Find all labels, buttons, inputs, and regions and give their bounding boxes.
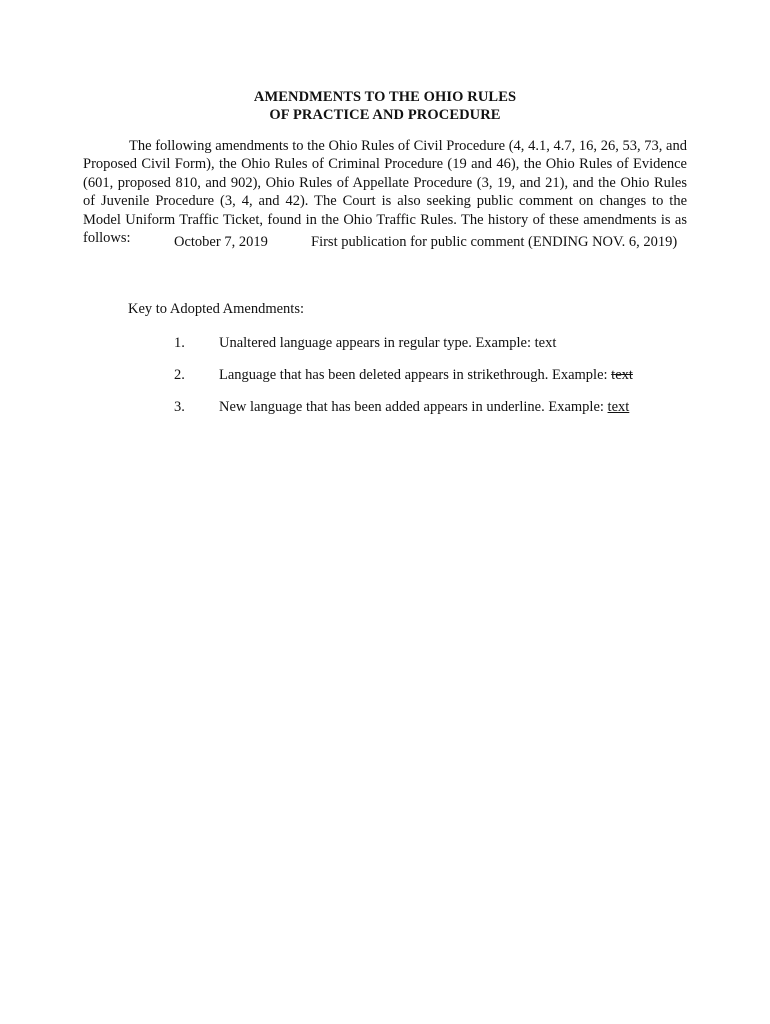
history-event: First publication for public comment (ENDING NOV. 6, 2019) — [311, 234, 678, 250]
document-title-line-1: AMENDMENTS TO THE OHIO RULES — [253, 89, 517, 105]
document-title-line-2: OF PRACTICE AND PROCEDURE — [269, 107, 501, 123]
key-item-description: Unaltered language appears in regular type. Example: — [219, 335, 535, 351]
key-heading: Key to Adopted Amendments: — [128, 301, 304, 317]
key-item-number: 1. — [174, 335, 185, 351]
key-item-description: Language that has been deleted appears in strikethrough. Example: — [219, 367, 612, 383]
key-item-text — [219, 366, 633, 384]
key-item-number: 2. — [174, 367, 185, 383]
history-date: October 7, 2019 — [174, 234, 268, 250]
example-underline-text: text — [607, 399, 630, 415]
intro-paragraph: The following amendments to the Ohio Rules of Civil Procedure (4, 4.1, 4.7, 16, 26, 53, 73, and Proposed Civil Form), the Ohio Rules of Criminal Procedure (19 and 46), the Ohio Rules of Evidence (601, proposed 810, and 902), Ohio Rules of Appellate Procedure (3, 19, and 21), and the Ohio Rules of Juvenile Procedure (3, 4, and 42). The Court is also seeking public comment on changes to the Model Uniform Traffic Ticket, found in the Ohio Traffic Rules. The history of these amendments is as follows: — [83, 138, 687, 247]
key-item-number: 3. — [174, 399, 185, 415]
key-item-description: New language that has been added appears in underline. Example: — [219, 399, 608, 415]
example-strikethrough-text: text — [611, 367, 633, 383]
key-item-text — [219, 398, 629, 416]
key-item-text — [219, 334, 556, 352]
example-regular-text: text — [534, 335, 557, 351]
